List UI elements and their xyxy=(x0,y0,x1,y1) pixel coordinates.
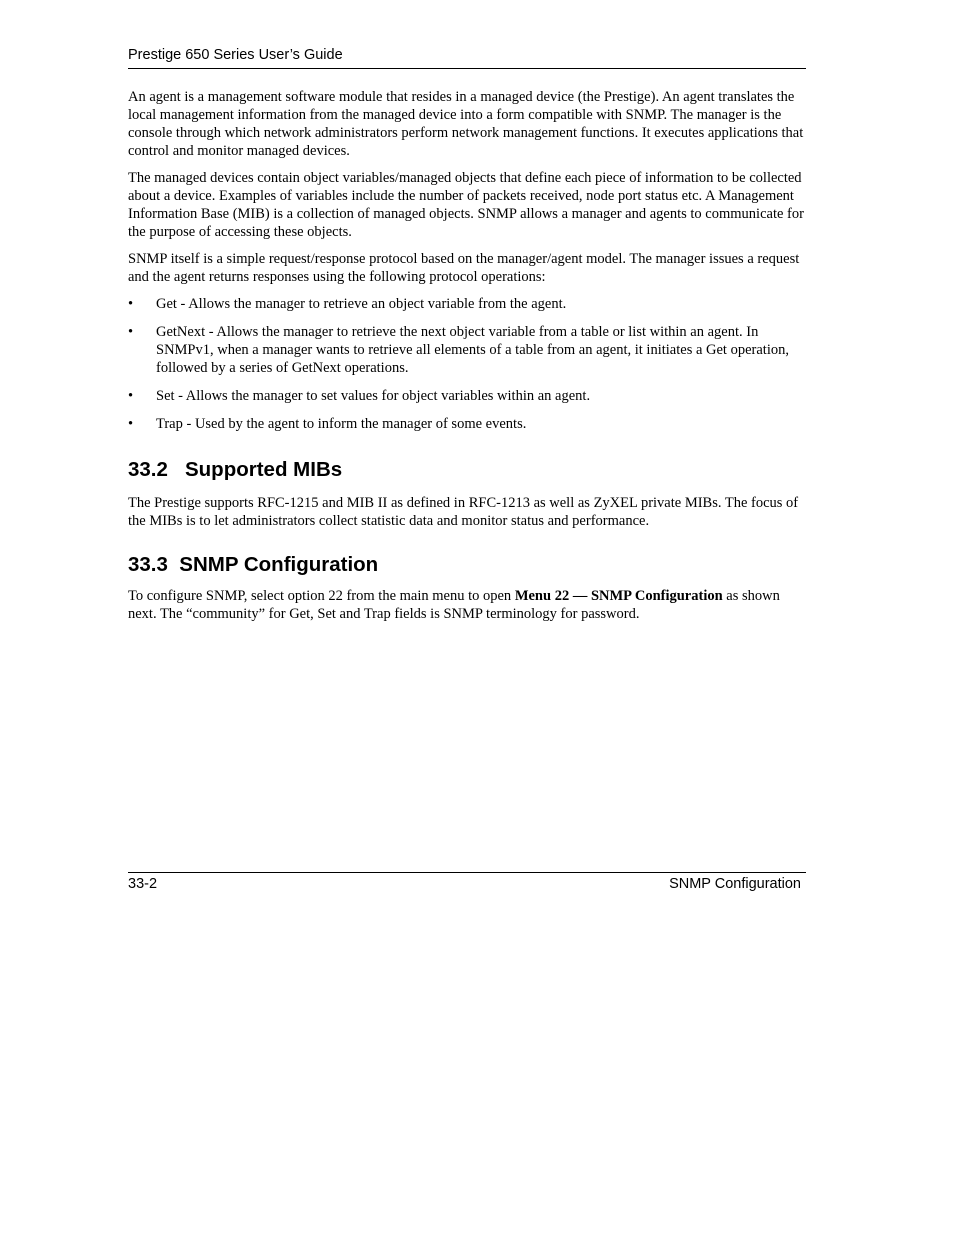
section-heading-supported-mibs: 33.2 Supported MIBs xyxy=(128,458,343,481)
supported-mibs-text: The Prestige supports RFC-1215 and MIB II as defined in RFC-1213 as well as ZyXEL private MIBs. The focus of the MIBs is to let administrators collect statistic data and monitor status and performance. xyxy=(128,495,799,529)
menu-reference: Menu 22 — SNMP Configuration xyxy=(514,588,723,604)
operations-list xyxy=(128,295,806,433)
snmp-configuration-text: To configure SNMP, select option 22 from the main menu to open Menu 22 — SNMP Configuration as shown next. The “community” for Get, Set and Trap fields is SNMP terminology for password. xyxy=(128,588,780,622)
list-item: • Trap - Used by the agent to inform the manager of some events. xyxy=(128,416,527,432)
page-header xyxy=(128,47,806,69)
bullet-icon: • xyxy=(128,296,134,312)
section-heading-snmp-configuration: 33.3 SNMP Configuration xyxy=(128,553,379,576)
intro-paragraph-1: An agent is a management software module that resides in a managed device (the Prestige). An agent translates the local management information from the managed device into a form compatible with SNMP. The manager is the console through which network administrators perform network management functions. It executes applications that control and monitor managed devices. xyxy=(128,89,804,159)
intro-paragraph-3: SNMP itself is a simple request/response protocol based on the manager/agent model. The manager issues a request and the agent returns responses using the following protocol operations: xyxy=(128,251,800,285)
page-footer xyxy=(128,872,806,892)
header-title: Prestige 650 Series User’s Guide xyxy=(128,47,343,63)
intro-paragraph-2: The managed devices contain object variables/managed objects that define each piece of information to be collected about a device. Examples of variables include the number of packets received, node port status etc. A Management Information Base (MIB) is a collection of managed objects. SNMP allows a manager and agents to communicate for the purpose of accessing these objects. xyxy=(128,170,804,240)
bullet-icon: • xyxy=(128,388,134,404)
bullet-icon: • xyxy=(128,416,134,432)
bullet-icon: • xyxy=(128,324,134,340)
list-item: • Set - Allows the manager to set values for object variables within an agent. xyxy=(128,388,591,404)
intro-section xyxy=(128,88,806,443)
list-item: • Get - Allows the manager to retrieve an object variable from the agent. xyxy=(128,296,567,312)
chapter-title: SNMP Configuration xyxy=(669,876,801,892)
page-number: 33-2 xyxy=(128,876,158,892)
list-item: • GetNext - Allows the manager to retrieve the next object variable from a table or list within an agent. In SNMPv1, when a manager wants to retrieve all elements of a table from an agent, it initiates a Get operation, followed by a series of GetNext operations. xyxy=(128,324,789,376)
